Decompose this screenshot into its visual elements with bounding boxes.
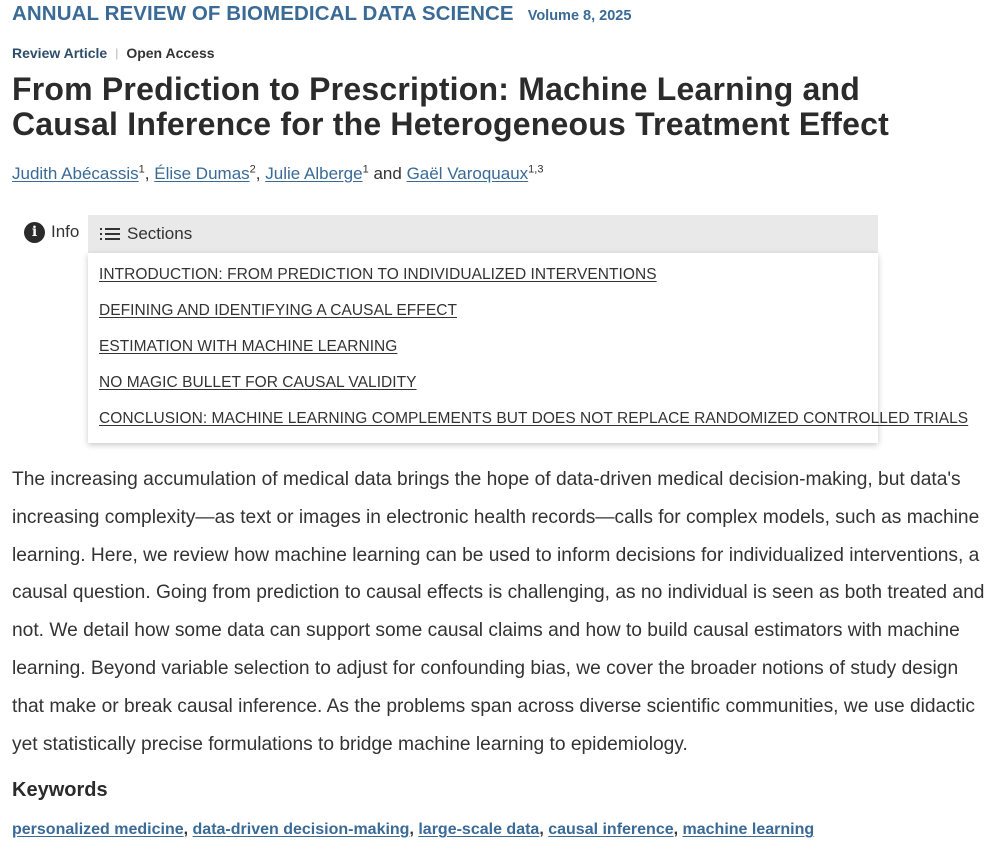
keyword-link[interactable]: large-scale data [418,821,540,838]
keyword-link[interactable]: machine learning [682,821,815,838]
journal-title[interactable]: ANNUAL REVIEW OF BIOMEDICAL DATA SCIENCE [12,2,514,25]
author-separator: , [144,164,150,183]
article-title: From Prediction to Prescription: Machine Learning and Causal Inference for the Heterogeneous Treatment Effect [12,71,889,142]
abstract-text: The increasing accumulation of medical data brings the hope of data-driven medical decision-making, but data's increasing complexity—as text or images in electronic health records—calls for complex models, such as machine learning. Here, we review how machine learning can be used to inform decisions for individualized interventions, a causal question. Going from prediction to causal effects is challenging, as no individual is seen as both treated and not. We detail how some data can support some causal claims and how to build causal estimators with machine learning. Beyond variable selection to adjust for confounding bias, we cover the broader notions of study design that make or break causal inference. As the problems span across diverse scientific communities, we use didactic yet statistically precise formulations to bridge machine learning to epidemiology. [12,469,985,755]
keyword-separator: , [409,821,414,838]
author-affiliation: 1 [362,163,369,176]
tab-info-label: Info [51,222,80,241]
author-link[interactable]: Élise Dumas [154,164,250,183]
journal-bar [12,2,631,30]
author-and: and [373,164,402,183]
author-link[interactable]: Judith Abécassis [12,164,139,183]
article-meta [12,45,215,61]
author-affiliation: 1,3 [528,163,544,176]
info-circle-icon: i [24,222,45,243]
author-list [12,164,543,184]
author-separator: , [255,164,261,183]
tab-sections[interactable] [88,215,878,253]
author-link[interactable]: Julie Alberge [265,164,363,183]
list-icon [100,227,120,241]
section-link[interactable]: DEFINING AND IDENTIFYING A CAUSAL EFFECT [99,302,457,319]
section-link[interactable]: INTRODUCTION: FROM PREDICTION TO INDIVIDUALIZED INTERVENTIONS [99,266,657,283]
section-link[interactable]: CONCLUSION: MACHINE LEARNING COMPLEMENTS BUT DOES NOT REPLACE RANDOMIZED CONTROLLED TRIALS [99,410,969,427]
author-affiliation: 1 [138,163,145,176]
section-link[interactable]: ESTIMATION WITH MACHINE LEARNING [99,338,398,355]
keyword-link[interactable]: data-driven decision-making [192,821,410,838]
journal-volume[interactable]: Volume 8, 2025 [527,8,632,24]
keyword-link[interactable]: causal inference [548,821,674,838]
author-link[interactable]: Gaël Varoquaux [406,164,529,183]
keywords-heading: Keywords [12,779,108,801]
keyword-separator: , [183,821,189,838]
sections-dropdown [88,253,969,443]
keyword-link[interactable]: personalized medicine [12,821,184,838]
keyword-separator: , [539,821,544,838]
tab-sections-label: Sections [127,224,193,243]
tab-info[interactable] [24,221,79,243]
keyword-separator: , [673,821,679,838]
meta-divider: | [115,46,119,60]
keyword-list [12,821,814,839]
article-type: Review Article [12,45,108,61]
section-link[interactable]: NO MAGIC BULLET FOR CAUSAL VALIDITY [99,374,417,391]
author-affiliation: 2 [249,163,256,176]
open-access-label: Open Access [126,45,215,61]
